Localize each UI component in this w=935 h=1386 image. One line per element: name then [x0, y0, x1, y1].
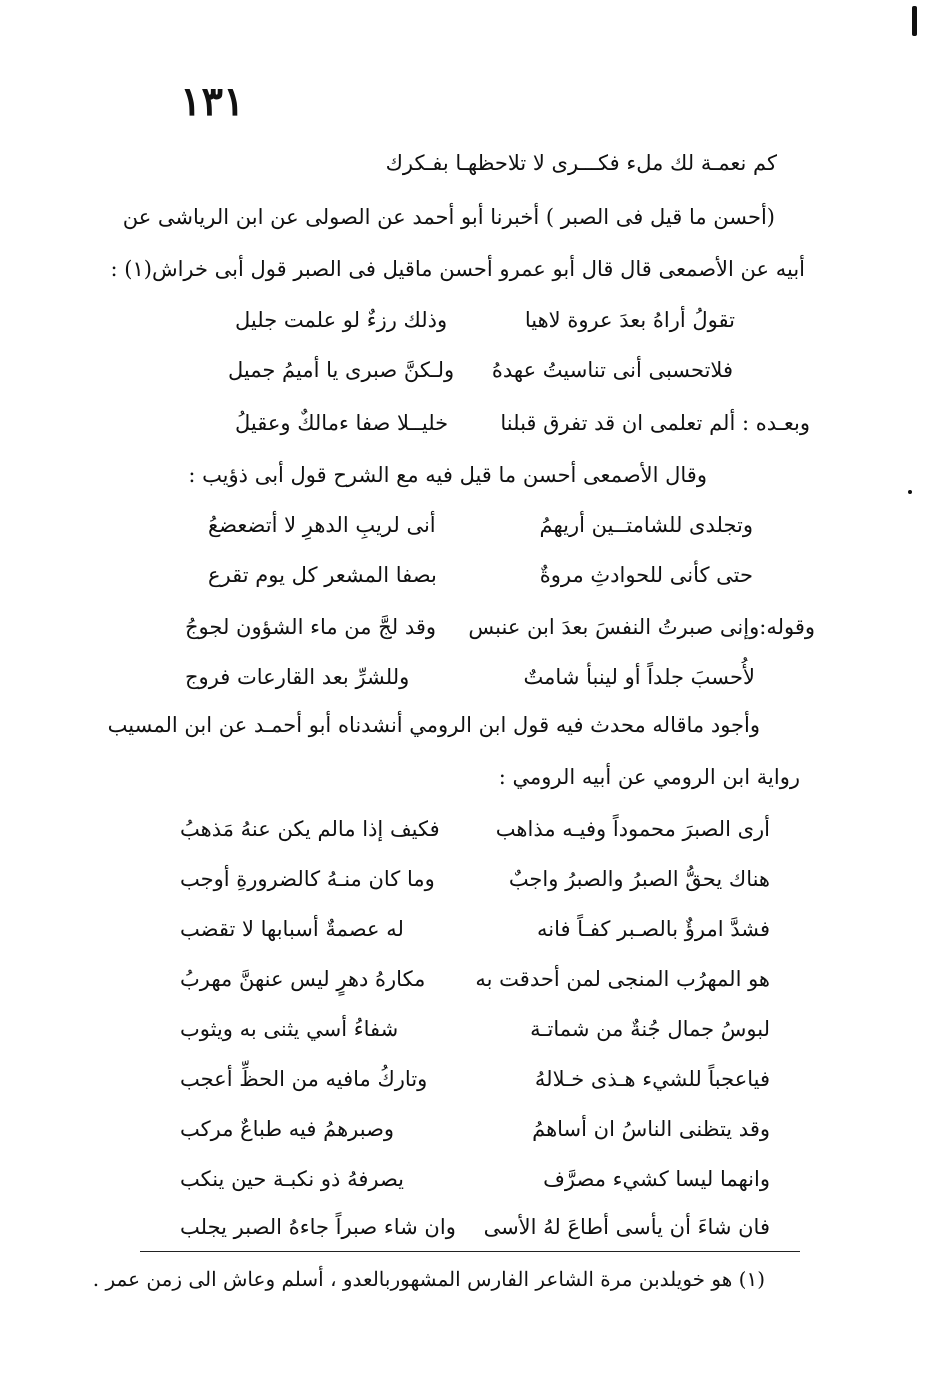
verse-second-hemistich: ولـكنَّ صبرى يا أميمُ جميل: [228, 358, 455, 382]
text-line: وأجود ماقاله محدث فيه قول ابن الرومي أنشدناه أبو أحمـد عن ابن المسيب: [107, 713, 760, 737]
verse-first-hemistich: لأُحسبَ جلداً أو لينبأ شامتٌ: [523, 665, 755, 689]
footnote: (١) هو خويلدبن مرة الشاعر الفارس المشهوربالعدو ، أسلم وعاش الى زمن عمر .: [92, 1267, 765, 1291]
text-line: رواية ابن الرومي عن أبيه الرومي :: [498, 765, 800, 789]
verse-line: [180, 1114, 770, 1144]
verse-second-hemistich: فكيف إذا مالم يكن عنهُ مَذهبُ: [180, 817, 440, 841]
verse-line: [235, 408, 810, 438]
verse-second-hemistich: أنى لريبِ الدهرِ لا أتضعضعُ: [208, 513, 436, 537]
verse-line: [180, 1212, 770, 1242]
verse-line: [180, 964, 770, 994]
verse-line: [228, 355, 733, 385]
scan-mark: [912, 6, 917, 36]
verse-second-hemistich: وقد لجَّ من ماء الشؤون لجوجُ: [185, 615, 437, 639]
text-line: وقال الأصمعى أحسن ما قيل فيه مع الشرح قول أبى ذؤيب :: [188, 463, 707, 487]
verse-second-hemistich: له عصمةٌ أسبابها لا تقضب: [180, 917, 404, 941]
verse-second-hemistich: يصرفهُ ذو نكبـة حين ينكب: [180, 1167, 405, 1191]
verse-first-hemistich: وبعـده : ألم تعلمى ان قد تفرق قبلنا: [500, 411, 810, 435]
verse-first-hemistich: أرى الصبرَ محموداً وفيـه مذاهب: [495, 817, 770, 841]
verse-line: [180, 1064, 770, 1094]
verse-second-hemistich: وذلك رزءٌ لو علمت جليل: [235, 308, 448, 332]
verse-second-hemistich: شفاءُ أسي يثنى به ويثوب: [180, 1017, 399, 1041]
verse-first-hemistich: وقد يتظنى الناسُ ان أساهمُ: [532, 1117, 770, 1141]
verse-line: [185, 612, 815, 642]
verse-line: [180, 864, 770, 894]
verse-first-hemistich: حتى كأنى للحوادثِ مروةٌ: [539, 563, 753, 587]
verse-second-hemistich: وتاركُ مافيه من الحظِّ أعجب: [180, 1067, 428, 1091]
verse-line: [185, 662, 755, 692]
verse-first-hemistich: فلاتحسبى أنى تناسيتُ عهدهُ: [491, 358, 733, 382]
text-line: كم نعمـة لك ملء فكـــرى لا تلاحظهـا بفـكرك: [385, 151, 777, 175]
verse-first-hemistich: وتجلدى للشامتــين أريهمُ: [539, 513, 753, 537]
verse-line: [180, 1164, 770, 1194]
verse-first-hemistich: تقولُ أراهُ بعدَ عروة لاهيا: [524, 308, 735, 332]
verse-first-hemistich: فان شاءَ أن يأسى أطاعَ لهُ الأسى: [483, 1215, 770, 1239]
verse-first-hemistich: هناك يحقُّ الصبرُ والصبرُ واجبٌ: [508, 867, 770, 891]
verse-second-hemistich: بصفا المشعر كل يوم تقرع: [208, 563, 437, 587]
text-line: أبيه عن الأصمعى قال قال أبو عمرو أحسن ماقيل فى الصبر قول أبى خراش(١) :: [110, 257, 805, 281]
verse-second-hemistich: وصبرهمُ فيه طباعٌ مركب: [180, 1117, 395, 1141]
verse-first-hemistich: لبوسُ جمال جُنةٌ من شماتـة: [530, 1017, 770, 1041]
verse-line: [235, 305, 735, 335]
verse-first-hemistich: وانهما ليسا كشيء مصرَّف: [543, 1167, 770, 1191]
verse-second-hemistich: وللشرِّ بعد القارعات فروج: [185, 665, 410, 689]
verse-second-hemistich: مكارهُ دهرٍ ليس عنهنَّ مهربُ: [180, 967, 426, 991]
text-line: (أحسن ما قيل فى الصبر ) أخبرنا أبو أحمد عن الصولى عن ابن الرياشى عن: [122, 205, 775, 229]
verse-line: [180, 1014, 770, 1044]
verse-line: [208, 560, 753, 590]
verse-second-hemistich: وان شاء صبراً جاءهُ الصبر يجلب: [180, 1215, 456, 1239]
scan-speck: [908, 490, 912, 494]
verse-line: [180, 814, 770, 844]
verse-first-hemistich: فشدَّ امرؤٌ بالصـبر كفـاً فانه: [537, 917, 770, 941]
verse-second-hemistich: خليــلا صفا ءمالكٌ وعقيلُ: [235, 411, 449, 435]
verse-first-hemistich: هو المهرُب المنجى لمن أحدقت به: [475, 967, 770, 991]
footnote-divider: [140, 1251, 800, 1252]
page-number: ١٣١: [180, 78, 245, 125]
verse-first-hemistich: وقوله:وإنى صبرتُ النفسَ بعدَ ابن عنبس: [468, 615, 815, 639]
verse-line: [180, 914, 770, 944]
verse-second-hemistich: وما كان منـهُ كالضرورةِ أوجب: [180, 867, 435, 891]
verse-first-hemistich: فياعجباً للشيء هـذى خـلالهُ: [534, 1067, 770, 1091]
verse-line: [208, 510, 753, 540]
